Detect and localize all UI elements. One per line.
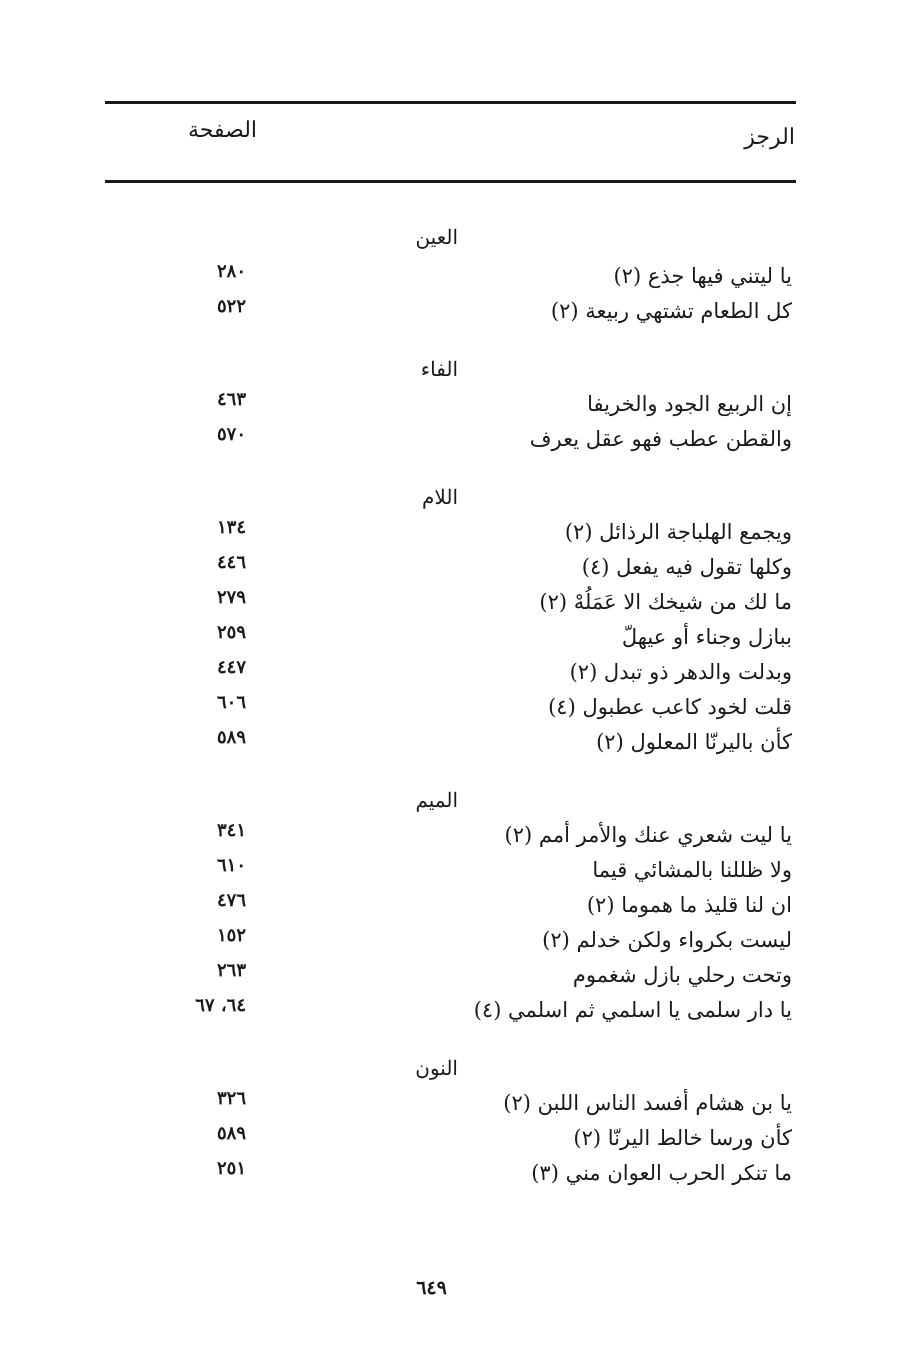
section-title: النون xyxy=(415,1056,458,1080)
verse-text: كأن ورسا خالط اليرنّا (٢) xyxy=(573,1126,792,1150)
page-reference: ٦١٠ xyxy=(216,855,246,876)
index-row xyxy=(0,818,907,853)
section-header xyxy=(0,1046,907,1086)
section-gap xyxy=(0,1028,907,1046)
section-header xyxy=(0,475,907,515)
index-table xyxy=(0,215,907,1191)
verse-text: ما لك من شيخك الا عَمَلُهْ (٢) xyxy=(539,590,792,614)
section-header xyxy=(0,778,907,818)
verse-text: ويجمع الهلباجة الرذائل (٢) xyxy=(564,520,792,544)
verse-text: يا بن هشام أفسد الناس اللبن (٢) xyxy=(503,1091,792,1115)
verse-text: وتحت رحلي بازل شغموم xyxy=(572,963,792,987)
column-header-page: الصفحة xyxy=(188,118,258,143)
page-reference: ٣٢٦ xyxy=(216,1088,246,1109)
verse-text: يا ليتني فيها جذع (٢) xyxy=(613,264,792,288)
index-row xyxy=(0,422,907,457)
verse-text: وبدلت والدهر ذو تبدل (٢) xyxy=(569,660,792,684)
page-reference: ٥٧٠ xyxy=(216,424,246,445)
page-reference: ٤٤٦ xyxy=(216,552,246,573)
index-row xyxy=(0,1121,907,1156)
verse-text: قلت لخود كاعب عطبول (٤) xyxy=(548,695,792,719)
page-reference: ٢٥٩ xyxy=(216,622,246,643)
index-row xyxy=(0,690,907,725)
verse-text: إن الربيع الجود والخريفا xyxy=(587,392,792,416)
page-reference: ٢٧٩ xyxy=(216,587,246,608)
page-reference: ٥٨٩ xyxy=(216,1123,246,1144)
verse-text: كأن باليرنّا المعلول (٢) xyxy=(596,730,792,754)
section-title: الميم xyxy=(415,788,458,812)
verse-text: ليست بكرواء ولكن خدلم (٢) xyxy=(542,928,792,952)
verse-text: يا ليت شعري عنك والأمر أمم (٢) xyxy=(504,823,792,847)
index-row xyxy=(0,725,907,760)
section-header xyxy=(0,215,907,259)
index-row xyxy=(0,515,907,550)
section-gap xyxy=(0,329,907,347)
page-reference: ٢٥١ xyxy=(216,1158,246,1179)
index-row xyxy=(0,1156,907,1191)
verse-text: والقطن عطب فهو عقل يعرف xyxy=(529,427,792,451)
index-row xyxy=(0,1086,907,1121)
header-rule xyxy=(105,180,796,183)
verse-text: يا دار سلمى يا اسلمي ثم اسلمي (٤) xyxy=(473,998,792,1022)
index-row xyxy=(0,620,907,655)
page-reference: ٦٤، ٦٧ xyxy=(195,995,246,1016)
verse-text: ببازل وجناء أو عيهلّ xyxy=(621,625,792,649)
column-header-verse: الرجز xyxy=(744,125,795,150)
index-row xyxy=(0,585,907,620)
page-reference: ٤٤٧ xyxy=(216,657,246,678)
page-reference: ١٣٤ xyxy=(216,517,246,538)
page-reference: ٤٧٦ xyxy=(216,890,246,911)
section-gap xyxy=(0,457,907,475)
page-reference: ٥٨٩ xyxy=(216,727,246,748)
index-row xyxy=(0,923,907,958)
page-reference: ٣٤١ xyxy=(216,820,246,841)
verse-text: ان لنا قليذ ما هموما (٢) xyxy=(586,893,792,917)
verse-text: وكلها تقول فيه يفعل (٤) xyxy=(581,555,792,579)
section-header xyxy=(0,347,907,387)
page-reference: ٤٦٣ xyxy=(216,389,246,410)
index-row xyxy=(0,853,907,888)
index-row xyxy=(0,888,907,923)
page-reference: ٢٨٠ xyxy=(216,261,246,282)
index-row xyxy=(0,387,907,422)
index-row xyxy=(0,958,907,993)
page-number: ٦٤٩ xyxy=(416,1277,447,1299)
section-title: اللام xyxy=(422,485,458,509)
verse-text: ما تنكر الحرب العوان مني (٣) xyxy=(531,1161,792,1185)
top-rule xyxy=(105,101,796,104)
verse-text: ولا ظللنا بالمشائي قيما xyxy=(592,858,792,882)
index-row xyxy=(0,259,907,294)
section-gap xyxy=(0,760,907,778)
page-reference: ٥٢٢ xyxy=(216,296,246,317)
page-reference: ١٥٢ xyxy=(216,925,246,946)
section-title: الفاء xyxy=(420,357,458,381)
section-title: العين xyxy=(415,225,458,249)
page-reference: ٦٠٦ xyxy=(216,692,246,713)
index-row xyxy=(0,993,907,1028)
index-row xyxy=(0,550,907,585)
index-row xyxy=(0,655,907,690)
index-row xyxy=(0,294,907,329)
page-reference: ٢٦٣ xyxy=(216,960,246,981)
verse-text: كل الطعام تشتهي ربيعة (٢) xyxy=(550,299,792,323)
